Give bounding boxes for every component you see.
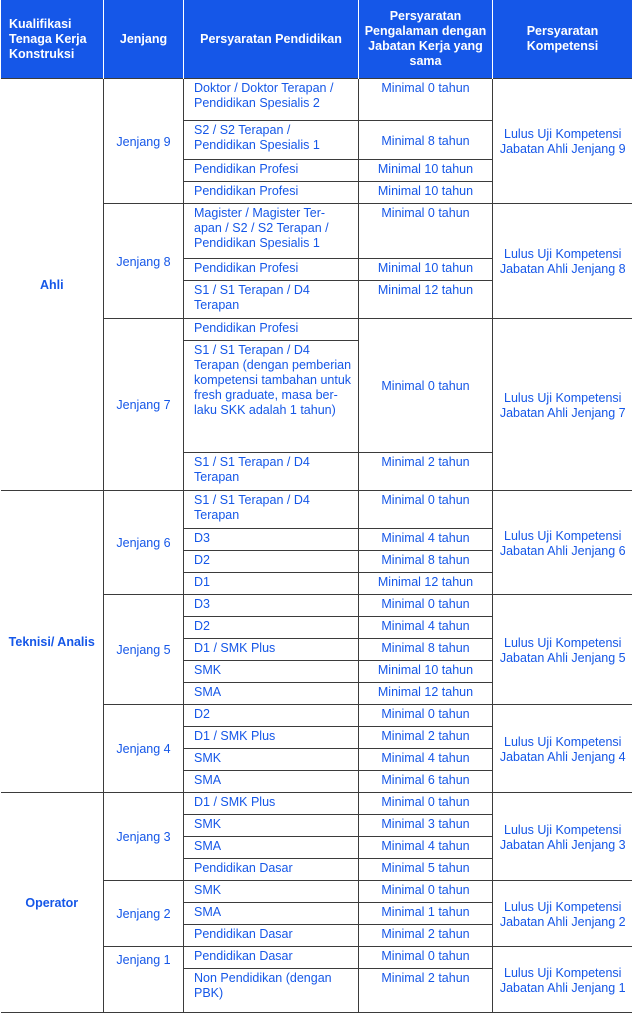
pengalaman-cell: Minimal 5 tahun [359,859,493,881]
pendidikan-cell: Pendidikan Profesi [184,182,359,204]
pendidikan-cell: SMK [184,749,359,771]
kualifikasi-cell-ahli: Ahli [1,79,104,491]
kompetensi-cell: Lulus Uji Kompetensi Jabatan Ahli Jenjang 4 [493,705,632,793]
pendidikan-cell: D3 [184,529,359,551]
pengalaman-cell: Minimal 0 tahun [359,204,493,259]
pendidikan-cell: Pendidikan Dasar [184,859,359,881]
pendidikan-cell: Non Pendidikan (dengan PBK) [184,969,359,1013]
header-jenjang: Jenjang [104,0,184,79]
pengalaman-cell: Minimal 0 tahun [359,79,493,121]
jenjang-cell: Jenjang 9 [104,79,184,204]
pendidikan-cell: SMK [184,661,359,683]
table-row [1,793,632,815]
kompetensi-cell: Lulus Uji Kompetensi Jabatan Ahli Jenjang 9 [493,79,632,204]
pengalaman-cell: Minimal 0 tahun [359,947,493,969]
pendidikan-cell: S1 / S1 Terapan / D4 Terapan [184,491,359,529]
jenjang-cell: Jenjang 7 [104,319,184,491]
header-pendidikan: Persyaratan Pendidikan [184,0,359,79]
pendidikan-cell: D1 / SMK Plus [184,793,359,815]
pengalaman-cell: Minimal 6 tahun [359,771,493,793]
pendidikan-cell: D2 [184,551,359,573]
pendidikan-cell: D1 [184,573,359,595]
pendidikan-cell: SMA [184,771,359,793]
pengalaman-cell: Minimal 0 tahun [359,595,493,617]
pengalaman-cell: Minimal 0 tahun [359,705,493,727]
pendidikan-cell: SMA [184,837,359,859]
pengalaman-cell: Minimal 8 tahun [359,639,493,661]
pengalaman-cell: Minimal 4 tahun [359,529,493,551]
pengalaman-cell: Minimal 8 tahun [359,121,493,160]
header-pengalaman: Persyaratan Pengalaman dengan Jabatan Kerja yang sama [359,0,493,79]
pengalaman-cell: Minimal 4 tahun [359,617,493,639]
pendidikan-cell: SMK [184,881,359,903]
pengalaman-cell: Minimal 10 tahun [359,182,493,204]
pendidikan-cell: S2 / S2 Terapan / Pendidikan Spesialis 1 [184,121,359,160]
pengalaman-cell: Minimal 2 tahun [359,969,493,1013]
pendidikan-cell: S1 / S1 Terapan / D4 Terapan [184,453,359,491]
pengalaman-cell: Minimal 2 tahun [359,925,493,947]
pengalaman-cell: Minimal 0 tahun [359,319,493,453]
kompetensi-cell: Lulus Uji Kompetensi Jabatan Ahli Jenjang 3 [493,793,632,881]
jenjang-cell: Jenjang 4 [104,705,184,793]
pengalaman-cell: Minimal 10 tahun [359,259,493,281]
pendidikan-cell: SMK [184,815,359,837]
pengalaman-cell: Minimal 12 tahun [359,683,493,705]
jenjang-cell: Jenjang 3 [104,793,184,881]
pengalaman-cell: Minimal 10 tahun [359,160,493,182]
kompetensi-cell: Lulus Uji Kompetensi Jabatan Ahli Jenjang 2 [493,881,632,947]
pendidikan-cell: D1 / SMK Plus [184,639,359,661]
pendidikan-cell: D1 / SMK Plus [184,727,359,749]
pengalaman-cell: Minimal 4 tahun [359,837,493,859]
jenjang-cell: Jenjang 1 [104,947,184,1013]
kompetensi-cell: Lulus Uji Kompetensi Jabatan Ahli Jenjang 8 [493,204,632,319]
header-kualifikasi: Kualifikasi Tenaga Kerja Konstruksi [1,0,104,79]
pengalaman-cell: Minimal 0 tahun [359,881,493,903]
pengalaman-cell: Minimal 0 tahun [359,793,493,815]
kompetensi-cell: Lulus Uji Kompetensi Jabatan Ahli Jenjang 6 [493,491,632,595]
kompetensi-cell: Lulus Uji Kompetensi Jabatan Ahli Jenjang 1 [493,947,632,1013]
pengalaman-cell: Minimal 2 tahun [359,453,493,491]
kompetensi-cell: Lulus Uji Kompetensi Jabatan Ahli Jenjang 7 [493,319,632,491]
table-row [1,491,632,529]
pendidikan-cell: Pendidikan Dasar [184,947,359,969]
pendidikan-cell: D3 [184,595,359,617]
pengalaman-cell: Minimal 12 tahun [359,281,493,319]
pendidikan-cell: SMA [184,903,359,925]
jenjang-cell: Jenjang 5 [104,595,184,705]
pengalaman-cell: Minimal 4 tahun [359,749,493,771]
table-row [1,79,632,121]
pengalaman-cell: Minimal 3 tahun [359,815,493,837]
pendidikan-cell: Pendidikan Dasar [184,925,359,947]
pengalaman-cell: Minimal 12 tahun [359,573,493,595]
pengalaman-cell: Minimal 0 tahun [359,491,493,529]
kualifikasi-cell-teknisi: Teknisi/ Analis [1,491,104,793]
pendidikan-cell: Pendidikan Profesi [184,160,359,182]
pendidikan-cell: Doktor / Doktor Terapan / Pendidikan Spesialis 2 [184,79,359,121]
pengalaman-cell: Minimal 2 tahun [359,727,493,749]
pendidikan-cell: Magister / Magister Ter-apan / S2 / S2 Terapan / Pendidikan Spesialis 1 [184,204,359,259]
pendidikan-cell: D2 [184,617,359,639]
header-row [1,0,632,79]
jenjang-cell: Jenjang 2 [104,881,184,947]
jenjang-cell: Jenjang 8 [104,204,184,319]
header-kompetensi: Persyaratan Kompetensi [493,0,632,79]
pendidikan-cell: Pendidikan Profesi [184,259,359,281]
pengalaman-cell: Minimal 8 tahun [359,551,493,573]
pendidikan-cell: SMA [184,683,359,705]
pendidikan-cell: Pendidikan Profesi [184,319,359,341]
kompetensi-cell: Lulus Uji Kompetensi Jabatan Ahli Jenjang 5 [493,595,632,705]
pendidikan-cell: S1 / S1 Terapan / D4 Terapan [184,281,359,319]
jenjang-cell: Jenjang 6 [104,491,184,595]
pengalaman-cell: Minimal 10 tahun [359,661,493,683]
pendidikan-cell: D2 [184,705,359,727]
pendidikan-cell: S1 / S1 Terapan / D4 Terapan (dengan pemberian kompetensi tambahan untuk fresh graduate, masa ber-laku SKK adalah 1 tahun) [184,341,359,453]
kualifikasi-cell-operator: Operator [1,793,104,1013]
pengalaman-cell: Minimal 1 tahun [359,903,493,925]
